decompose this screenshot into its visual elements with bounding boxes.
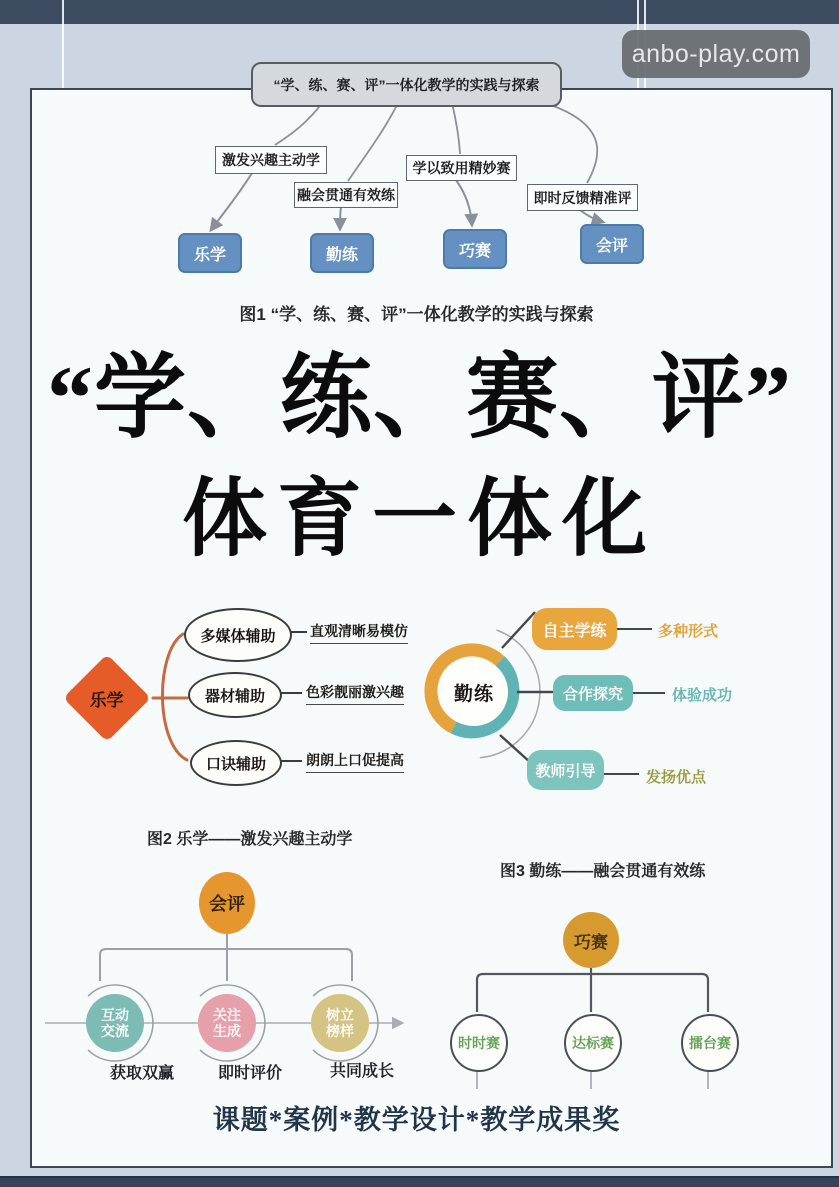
fig5-circle-3: 擂台赛 <box>681 1014 739 1072</box>
main-title-line2: 体育一体化 <box>181 473 657 567</box>
fig5-circle-2: 达标赛 <box>564 1014 622 1072</box>
fig4-circle-2-label: 关注生成 <box>213 1006 241 1039</box>
fig3-note-1: 多种形式 <box>658 623 719 640</box>
fig5-circle-1: 时时赛 <box>450 1014 508 1072</box>
fig1-node-qinlian: 勤练 <box>310 233 374 273</box>
fig1-branch-label-2: 融会贯通有效练 <box>294 182 398 208</box>
fig1-root-box: “学、练、赛、评”一体化教学的实践与探索 <box>251 62 562 107</box>
fig4-note-2: 即时评价 <box>217 1065 282 1082</box>
top-bar <box>0 0 839 24</box>
watermark-badge <box>622 30 810 78</box>
fig4-note-1: 获取双赢 <box>109 1065 174 1082</box>
main-title-line1: “学、练、赛、评” <box>46 347 792 449</box>
watermark-text: anbo-play.com <box>631 39 801 68</box>
fig4-center-ellipse: 会评 <box>199 872 255 934</box>
fig3-box-3: 教师引导 <box>527 750 604 790</box>
fig2-note-1: 直观清晰易模仿 <box>310 621 408 644</box>
fig2-ellipse-1: 多媒体辅助 <box>184 608 292 662</box>
fig1-node-lexue: 乐学 <box>178 233 242 273</box>
fig3-box-1: 自主学练 <box>532 608 617 650</box>
fig4-note-3: 共同成长 <box>329 1063 394 1080</box>
fig5-center-circle: 巧赛 <box>563 912 619 968</box>
fig3-note-2: 体验成功 <box>672 687 733 704</box>
fig3-caption: 图3 勤练——融会贯通有效练 <box>500 863 706 880</box>
fig1-caption: 图1 “学、练、赛、评”一体化教学的实践与探索 <box>239 305 594 324</box>
fig3-box-2: 合作探究 <box>553 675 633 711</box>
fig2-ellipse-2: 器材辅助 <box>188 672 282 718</box>
fig4-circle-3 <box>311 994 369 1052</box>
bottom-bar <box>0 1176 839 1187</box>
fig4-circle-3-label: 树立榜样 <box>326 1006 354 1039</box>
fig2-note-2: 色彩靓丽激兴趣 <box>306 682 404 705</box>
fig2-caption: 图2 乐学——激发兴趣主动学 <box>147 831 353 848</box>
fig4-circle-1 <box>86 994 144 1052</box>
fig3-note-3: 发扬优点 <box>646 769 707 786</box>
fig2-note-3: 朗朗上口促提高 <box>306 750 404 773</box>
fig1-branch-label-4: 即时反馈精准评 <box>527 184 638 211</box>
fig1-branch-label-3: 学以致用精妙赛 <box>406 155 517 181</box>
fig2-ellipse-3: 口诀辅助 <box>190 740 282 786</box>
fig1-node-huiping: 会评 <box>580 224 644 264</box>
fig1-branch-label-1: 激发兴趣主动学 <box>215 146 327 174</box>
fig4-circle-2 <box>198 994 256 1052</box>
fig2-center-label: 乐学 <box>90 690 124 710</box>
fig3-center-circle: 勤练 <box>440 658 508 726</box>
fig4-circle-1-label: 互动交流 <box>101 1006 129 1039</box>
footer-text: 课题*案例*教学设计*教学成果奖 <box>212 1105 621 1135</box>
fig1-node-qiaosai: 巧赛 <box>443 229 507 269</box>
